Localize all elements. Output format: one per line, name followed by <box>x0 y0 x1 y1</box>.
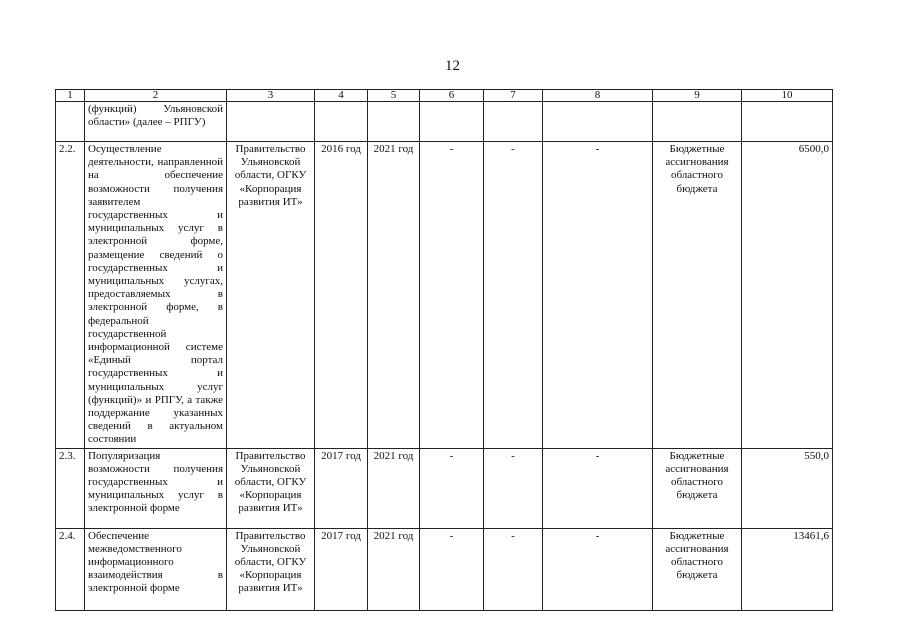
row-amount: 13461,6 <box>742 528 833 610</box>
row-col8: - <box>543 448 653 528</box>
row-col7: - <box>484 142 543 449</box>
table-row <box>56 528 833 610</box>
row-col6: - <box>420 142 484 449</box>
row-index <box>56 102 85 142</box>
row-funding-source <box>653 102 742 142</box>
row-description: Популяризация возможности получения государственных и муниципальных услуг в электронной форме <box>85 448 227 528</box>
row-start-year <box>315 102 368 142</box>
row-executor: Правительство Ульяновской области, ОГКУ «Корпорация развития ИТ» <box>227 448 315 528</box>
row-index: 2.4. <box>56 528 85 610</box>
row-end-year: 2021 год <box>368 528 420 610</box>
row-col8 <box>543 102 653 142</box>
row-amount <box>742 102 833 142</box>
column-header: 5 <box>368 90 420 102</box>
row-col6 <box>420 102 484 142</box>
row-amount: 550,0 <box>742 448 833 528</box>
column-header: 7 <box>484 90 543 102</box>
column-header: 6 <box>420 90 484 102</box>
row-start-year: 2016 год <box>315 142 368 449</box>
row-description: Осуществление деятельности, направленной на обеспечение возможности получения заявителем государственных и муниципальных услуг в электронной форме, размещение сведений о государственных и муниципальных услугах, предоставляемых в электронной форме, в федеральной государственной информационной системе «Единый портал государственных и муниципальных услуг (функций)» и РПГУ, а также поддержание указанных сведений в актуальном состоянии <box>85 142 227 449</box>
row-start-year: 2017 год <box>315 448 368 528</box>
row-col6: - <box>420 528 484 610</box>
row-col7: - <box>484 448 543 528</box>
page-number: 12 <box>445 58 460 74</box>
row-col8: - <box>543 528 653 610</box>
row-index: 2.2. <box>56 142 85 449</box>
row-end-year: 2021 год <box>368 448 420 528</box>
column-header: 3 <box>227 90 315 102</box>
row-col7: - <box>484 528 543 610</box>
column-header: 4 <box>315 90 368 102</box>
row-index: 2.3. <box>56 448 85 528</box>
row-end-year: 2021 год <box>368 142 420 449</box>
row-description: Обеспечение межведомственного информационного взаимодействия в электронной форме <box>85 528 227 610</box>
row-funding-source: Бюджетные ассигнования областного бюджета <box>653 142 742 449</box>
column-header: 2 <box>85 90 227 102</box>
table-row <box>56 142 833 449</box>
row-amount: 6500,0 <box>742 142 833 449</box>
row-funding-source: Бюджетные ассигнования областного бюджета <box>653 528 742 610</box>
column-number-row <box>56 90 833 102</box>
row-executor: Правительство Ульяновской области, ОГКУ «Корпорация развития ИТ» <box>227 142 315 449</box>
row-col6: - <box>420 448 484 528</box>
column-header: 9 <box>653 90 742 102</box>
row-end-year <box>368 102 420 142</box>
row-executor: Правительство Ульяновской области, ОГКУ «Корпорация развития ИТ» <box>227 528 315 610</box>
row-funding-source: Бюджетные ассигнования областного бюджета <box>653 448 742 528</box>
program-table <box>55 89 833 611</box>
row-start-year: 2017 год <box>315 528 368 610</box>
column-header: 10 <box>742 90 833 102</box>
column-header: 8 <box>543 90 653 102</box>
row-executor <box>227 102 315 142</box>
column-header: 1 <box>56 90 85 102</box>
row-col8: - <box>543 142 653 449</box>
table-row <box>56 448 833 528</box>
row-description: (функций) Ульяновской области» (далее – РПГУ) <box>85 102 227 142</box>
table-row <box>56 102 833 142</box>
row-col7 <box>484 102 543 142</box>
